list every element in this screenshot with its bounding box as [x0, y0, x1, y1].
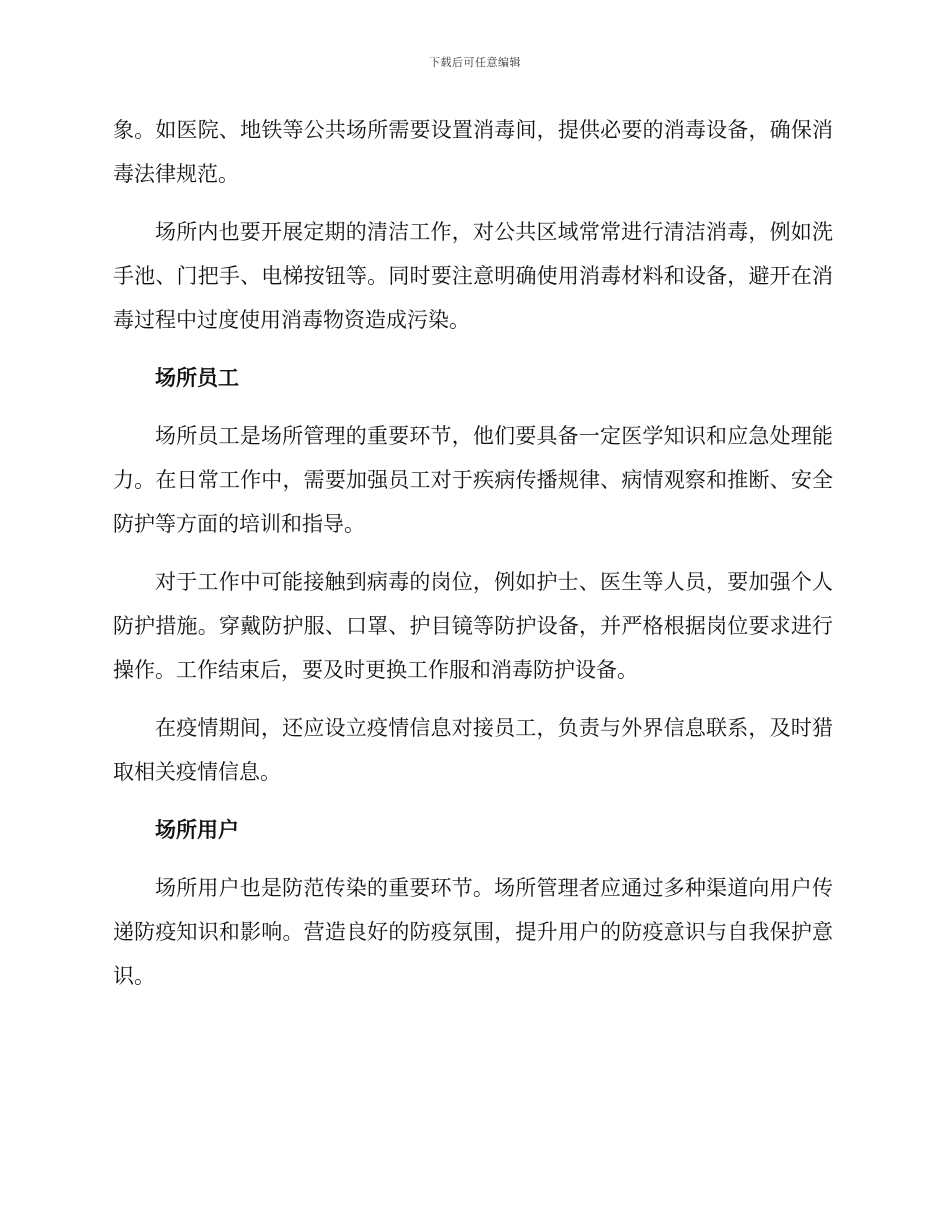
paragraph-staff-protection: 对于工作中可能接触到病毒的岗位，例如护士、医生等人员，要加强个人防护措施。穿戴防护服、口罩、护目镜等防护设备，并严格根据岗位要求进行操作。工作结束后，要及时更换工作服和消毒防护设备。: [113, 570, 833, 682]
paragraph-cleaning: 场所内也要开展定期的清洁工作，对公共区域常常进行清洁消毒，例如洗手池、门把手、电梯按钮等。同时要注意明确使用消毒材料和设备，避开在消毒过程中过度使用消毒物资造成污染。: [113, 220, 833, 332]
paragraph-continued: 象。如医院、地铁等公共场所需要设置消毒间，提供必要的消毒设备，确保消毒法律规范。: [113, 118, 833, 186]
document-body: [113, 108, 833, 1012]
paragraph-staff-intro: 场所员工是场所管理的重要环节，他们要具备一定医学知识和应急处理能力。在日常工作中，需要加强员工对于疾病传播规律、病情观察和推断、安全防护等方面的培训和指导。: [113, 424, 833, 536]
section-heading-users: 场所用户: [155, 818, 239, 842]
paragraph-staff-liaison: 在疫情期间，还应设立疫情信息对接员工，负责与外界信息联系，及时猎取相关疫情信息。: [113, 716, 833, 784]
page-header: 下载后可任意编辑: [429, 56, 521, 69]
paragraph-users: 场所用户也是防范传染的重要环节。场所管理者应通过多种渠道向用户传递防疫知识和影响。营造良好的防疫氛围，提升用户的防疫意识与自我保护意识。: [113, 876, 833, 988]
section-heading-staff: 场所员工: [155, 366, 239, 390]
